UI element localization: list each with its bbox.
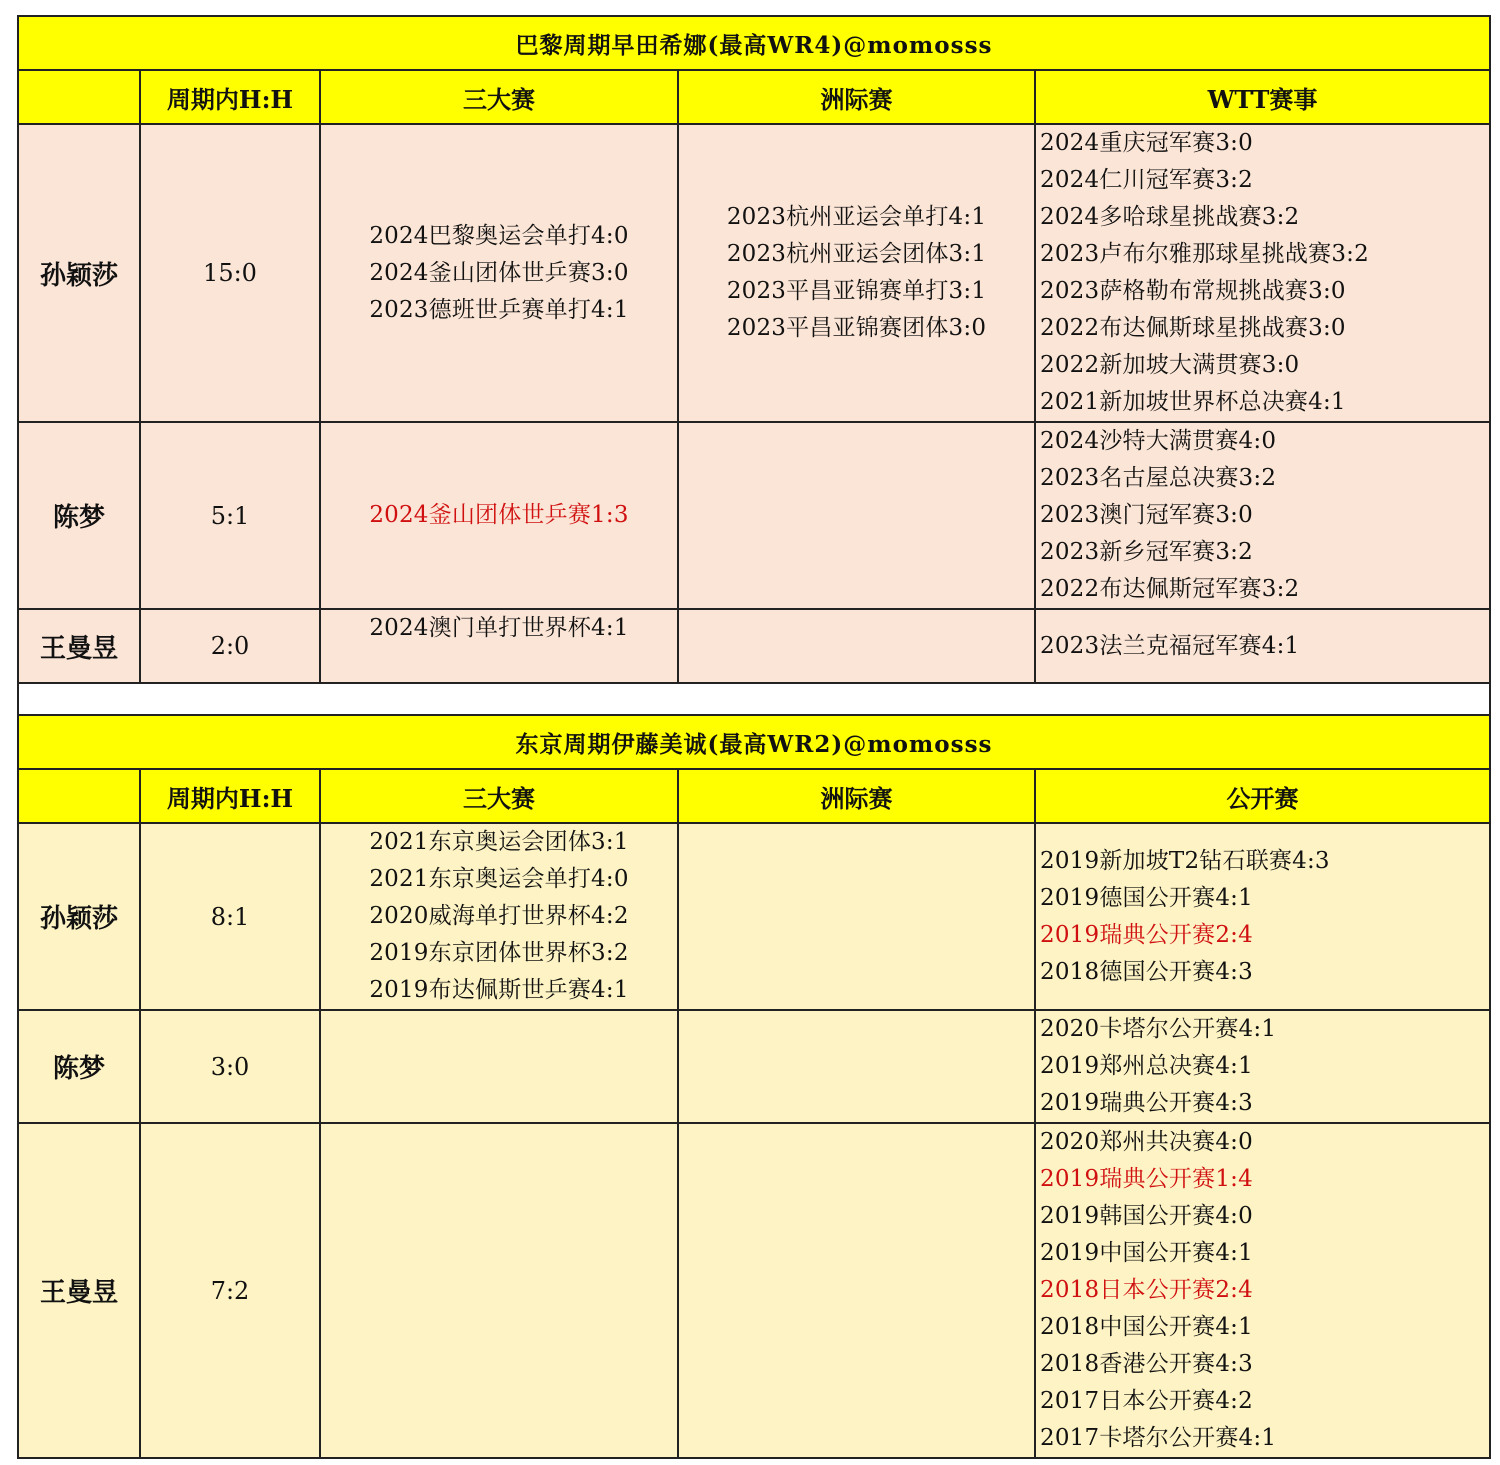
open-results — [1035, 1010, 1490, 1123]
tour-results — [1035, 609, 1490, 683]
match-result-loss: 2019瑞典公开赛1:4 — [1040, 1166, 1253, 1192]
table2-header-open: 公开赛 — [1035, 769, 1490, 823]
major-results — [320, 422, 678, 609]
match-result: 2018香港公开赛4:3 — [1040, 1351, 1253, 1377]
match-result: 2023杭州亚运会单打4:1 — [726, 204, 987, 230]
major-results — [320, 1123, 678, 1458]
match-result: 2018中国公开赛4:1 — [1040, 1314, 1253, 1340]
table1-header-blank — [18, 70, 140, 124]
match-result: 2017日本公开赛4:2 — [1040, 1388, 1253, 1414]
match-result: 2023澳门冠军赛3:0 — [1040, 502, 1253, 528]
match-result: 2023法兰克福冠军赛4:1 — [1040, 632, 1300, 659]
match-result: 2018德国公开赛4:3 — [1040, 958, 1253, 985]
match-result: 2019德国公开赛4:1 — [1040, 884, 1253, 911]
hh-record: 3:0 — [140, 1010, 320, 1123]
player-name: 陈梦 — [18, 1010, 140, 1123]
hh-record: 7:2 — [140, 1123, 320, 1458]
player-name: 孙颖莎 — [18, 124, 140, 422]
table1-header-wtt: WTT赛事 — [1035, 70, 1490, 124]
match-result: 2019中国公开赛4:1 — [1040, 1240, 1253, 1266]
match-result: 2021东京奥运会单打4:0 — [369, 866, 629, 892]
match-result: 2023德班世乒赛单打4:1 — [369, 296, 629, 323]
hh-record: 5:1 — [140, 422, 320, 609]
continental-results — [678, 124, 1035, 422]
hh-record: 8:1 — [140, 823, 320, 1010]
match-result: 2024巴黎奥运会单打4:0 — [369, 222, 629, 249]
table1-header-row — [18, 70, 1490, 124]
match-result: 2023平昌亚锦赛单打3:1 — [726, 278, 987, 304]
continental-results — [678, 1010, 1035, 1123]
table2-title: 东京周期伊藤美诚(最高WR2)@momosss — [18, 715, 1490, 769]
comparison-sheet — [17, 15, 1489, 1459]
table1-title: 巴黎周期早田希娜(最高WR4)@momosss — [18, 16, 1490, 70]
match-result: 2017卡塔尔公开赛4:1 — [1040, 1425, 1277, 1451]
match-result: 2022新加坡大满贯赛3:0 — [1040, 352, 1300, 378]
table2-header-major: 三大赛 — [320, 769, 678, 823]
match-result: 2023新乡冠军赛3:2 — [1040, 539, 1253, 565]
major-results — [320, 124, 678, 422]
table1-header-continental: 洲际赛 — [678, 70, 1035, 124]
match-result: 2024仁川冠军赛3:2 — [1040, 167, 1253, 193]
match-result: 2023平昌亚锦赛团体3:0 — [726, 315, 987, 341]
match-result: 2023杭州亚运会团体3:1 — [726, 241, 987, 267]
major-results — [320, 823, 678, 1010]
match-result: 2022布达佩斯球星挑战赛3:0 — [1040, 315, 1346, 341]
table-row — [18, 124, 1490, 422]
player-name: 王曼昱 — [18, 609, 140, 683]
match-result: 2019瑞典公开赛4:3 — [1040, 1090, 1253, 1116]
match-result: 2024釜山团体世乒赛3:0 — [369, 259, 629, 286]
continental-results — [678, 823, 1035, 1010]
match-result-loss: 2018日本公开赛2:4 — [1040, 1277, 1253, 1303]
match-result: 2024澳门单打世界杯4:1 — [369, 615, 629, 641]
major-results — [320, 609, 678, 683]
match-result: 2019布达佩斯世乒赛4:1 — [369, 977, 629, 1003]
match-result: 2021新加坡世界杯总决赛4:1 — [1040, 389, 1346, 415]
player-name: 陈梦 — [18, 422, 140, 609]
table-spacer — [18, 683, 1490, 715]
continental-results — [678, 422, 1035, 609]
match-result: 2019东京团体世界杯3:2 — [369, 940, 629, 966]
table2-header-row — [18, 769, 1490, 823]
table-paris-cycle — [18, 16, 1490, 715]
match-result: 2023卢布尔雅那球星挑战赛3:2 — [1040, 241, 1369, 267]
tour-results — [1035, 124, 1490, 422]
match-result: 2023萨格勒布常规挑战赛3:0 — [1040, 278, 1346, 304]
match-result: 2024沙特大满贯赛4:0 — [1040, 428, 1277, 454]
continental-results — [678, 1123, 1035, 1458]
match-result-loss: 2024釜山团体世乒赛1:3 — [369, 502, 629, 528]
table1-header-major: 三大赛 — [320, 70, 678, 124]
table-row — [18, 1123, 1490, 1458]
match-result: 2020卡塔尔公开赛4:1 — [1040, 1016, 1277, 1042]
table-row — [18, 823, 1490, 1010]
table1-header-hh: 周期内H:H — [140, 70, 320, 124]
table-row — [18, 422, 1490, 609]
match-result-loss: 2019瑞典公开赛2:4 — [1040, 921, 1253, 948]
open-results — [1035, 823, 1490, 1010]
match-result: 2019韩国公开赛4:0 — [1040, 1203, 1253, 1229]
match-result: 2024多哈球星挑战赛3:2 — [1040, 204, 1300, 230]
table-row — [18, 1010, 1490, 1123]
match-result: 2022布达佩斯冠军赛3:2 — [1040, 576, 1300, 602]
head-to-head-table — [17, 15, 1491, 1459]
hh-record: 2:0 — [140, 609, 320, 683]
table2-header-hh: 周期内H:H — [140, 769, 320, 823]
major-results — [320, 1010, 678, 1123]
table2-header-blank — [18, 769, 140, 823]
player-name: 王曼昱 — [18, 1123, 140, 1458]
continental-results — [678, 609, 1035, 683]
match-result: 2024重庆冠军赛3:0 — [1040, 130, 1253, 156]
tour-results — [1035, 422, 1490, 609]
match-result: 2020郑州共决赛4:0 — [1040, 1129, 1253, 1155]
match-result: 2023名古屋总决赛3:2 — [1040, 465, 1277, 491]
match-result: 2019新加坡T2钻石联赛4:3 — [1040, 847, 1330, 874]
match-result: 2021东京奥运会团体3:1 — [369, 829, 629, 855]
match-result: 2019郑州总决赛4:1 — [1040, 1053, 1253, 1079]
table2-header-continental: 洲际赛 — [678, 769, 1035, 823]
hh-record: 15:0 — [140, 124, 320, 422]
table-row — [18, 609, 1490, 683]
table-tokyo-cycle — [18, 715, 1490, 1458]
match-result: 2020威海单打世界杯4:2 — [369, 903, 629, 929]
open-results — [1035, 1123, 1490, 1458]
player-name: 孙颖莎 — [18, 823, 140, 1010]
